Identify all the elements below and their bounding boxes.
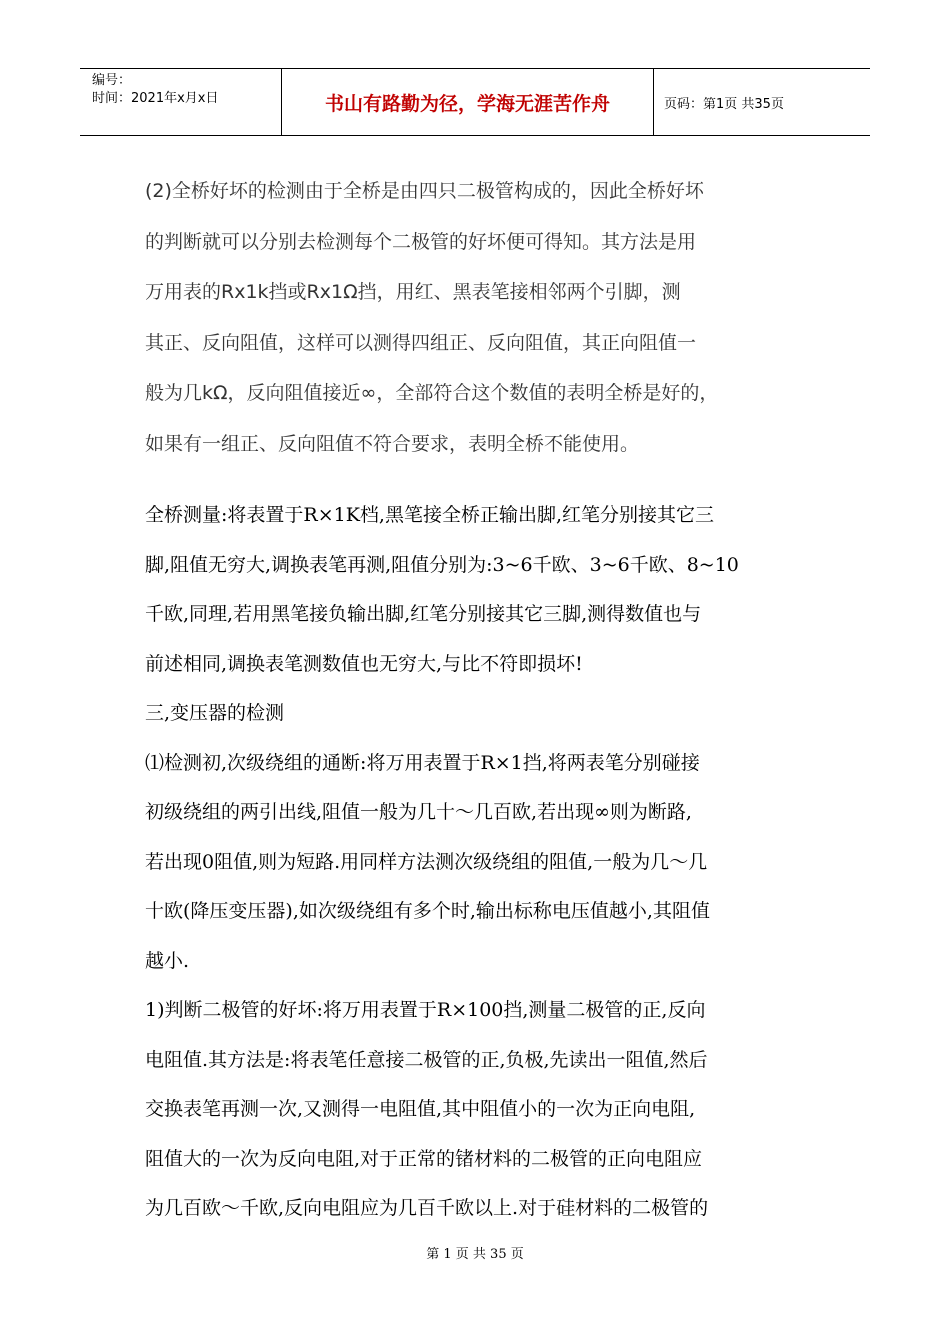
text-line: 其正、反向阻值，这样可以测得四组正、反向阻值，其正向阻值一: [145, 331, 697, 354]
text-line: 脚,阻值无穷大,调换表笔再测,阻值分别为:3~6千欧、3~6千欧、8~10: [145, 553, 739, 576]
text-line: 十欧(降压变压器),如次级绕组有多个时,输出标称电压值越小,其阻值: [145, 900, 710, 922]
paragraph-full-bridge-test: [145, 166, 825, 469]
text-line: 阻值大的一次为反向电阻,对于正常的锗材料的二极管的正向电阻应: [145, 1147, 703, 1170]
text-line: 如果有一组正、反向阻值不符合要求，表明全桥不能使用。: [145, 432, 640, 455]
text-line: 若出现0阻值,则为短路.用同样方法测次级绕组的阻值,一般为几～几: [145, 850, 708, 873]
text-line: 交换表笔再测一次,又测得一电阻值,其中阻值小的一次为正向电阻,: [145, 1098, 696, 1120]
header-page-info: 页码：第1页 共35页: [664, 96, 784, 112]
text-line: 前述相同,调换表笔测数值也无穷大,与比不符即损坏!: [145, 652, 583, 675]
text-line: 全桥测量:将表置于R×1K档,黑笔接全桥正输出脚,红笔分别接其它三: [145, 504, 714, 526]
text-line: ⑴检测初,次级绕组的通断:将万用表置于R×1挡,将两表笔分别碰接: [145, 751, 700, 774]
text-line: 越小.: [145, 949, 190, 972]
paragraph-measurement-steps: [145, 491, 825, 1234]
page-footer: 第 1 页 共 35 页: [426, 1247, 524, 1262]
text-line: 万用表的Rx1k挡或Rx1Ω挡，用红、黑表笔接相邻两个引脚，测: [145, 281, 681, 303]
document-time-label: 时间：2021年x月x日: [92, 91, 219, 106]
section-heading-transformer: 三,变压器的检测: [145, 702, 285, 724]
header-meta-cell: [80, 69, 282, 135]
text-line: 电阻值.其方法是:将表笔任意接二极管的正,负极,先读出一阻值,然后: [145, 1048, 708, 1071]
text-line: 1)判断二极管的好坏:将万用表置于R×100挡,测量二极管的正,反向: [145, 999, 706, 1021]
text-line: 千欧,同理,若用黑笔接负输出脚,红笔分别接其它三脚,测得数值也与: [145, 603, 702, 625]
text-line: 般为几kΩ，反向阻值接近∞，全部符合这个数值的表明全桥是好的，: [145, 382, 719, 404]
text-line: 的判断就可以分别去检测每个二极管的好坏便可得知。其方法是用: [145, 230, 697, 253]
header-motto: 书山有路勤为径，学海无涯苦作舟: [282, 69, 654, 135]
document-number-label: 编号：: [92, 73, 132, 88]
text-line: (2)全桥好坏的检测由于全桥是由四只二极管构成的，因此全桥好坏: [145, 180, 704, 202]
text-line: 初级绕组的两引出线,阻值一般为几十～几百欧,若出现∞则为断路,: [145, 801, 692, 823]
text-line: 为几百欧～千欧,反向电阻应为几百千欧以上.对于硅材料的二极管的: [145, 1197, 709, 1219]
header-table: [80, 68, 870, 136]
document-body: [145, 166, 825, 1234]
